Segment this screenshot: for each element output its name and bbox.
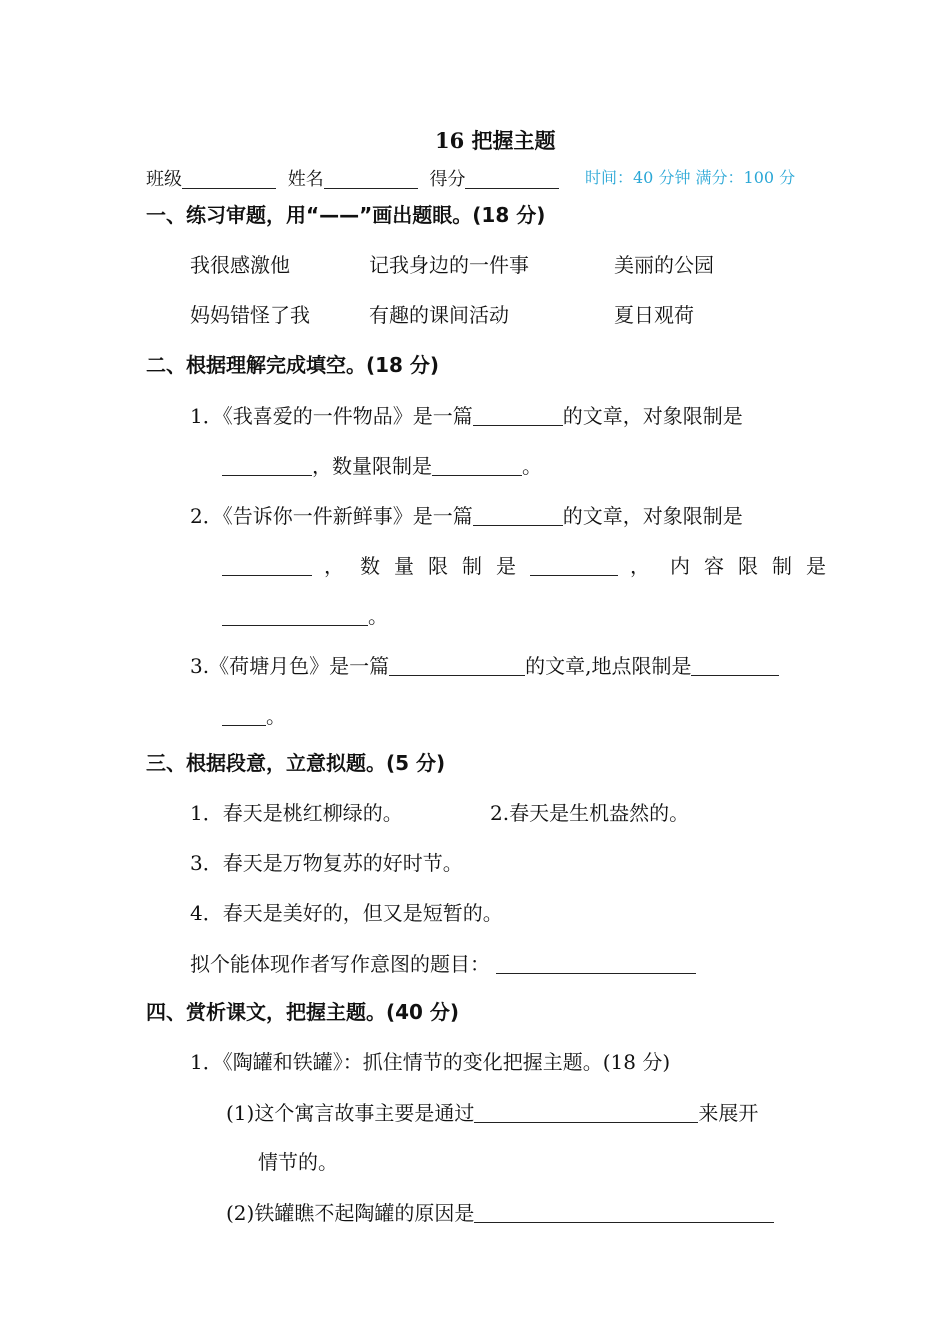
section4-heading: 四、赏析课文，把握主题。(40 分) xyxy=(146,1000,460,1024)
q2-3-blank-type[interactable] xyxy=(389,655,525,676)
time-info: 时间：40 分钟 满分：100 分 xyxy=(585,168,796,187)
section3-answer-blank[interactable] xyxy=(496,953,696,974)
section3-prompt: 拟个能体现作者写作意图的题目： xyxy=(190,953,696,974)
section1-item: 妈妈错怪了我 xyxy=(190,303,310,327)
section3-item: 1．春天是桃红柳绿的。 xyxy=(190,801,403,825)
section4-q1-title: 1．《陶罐和铁罐》：抓住情节的变化把握主题。(18 分) xyxy=(190,1050,671,1074)
class-blank[interactable] xyxy=(182,168,276,189)
q2-3-line1: 3.《荷塘月色》是一篇 的文章,地点限制是 xyxy=(190,655,779,676)
q2-2-blank-content[interactable] xyxy=(222,605,368,626)
q2-3-line2: 。 xyxy=(222,705,286,726)
section4-sub1-line1: (1)这个寓言故事主要是通过 来展开 xyxy=(226,1101,759,1125)
section1-item: 记我身边的一件事 xyxy=(369,253,529,277)
section3-heading: 三、根据段意，立意拟题。(5 分) xyxy=(146,751,446,775)
page-title: 16 把握主题 xyxy=(435,128,556,153)
section1-item: 有趣的课间活动 xyxy=(369,303,509,327)
section1-heading: 一、练习审题，用“——”画出题眼。(18 分) xyxy=(146,203,546,227)
section3-item: 3．春天是万物复苏的好时节。 xyxy=(190,851,463,875)
score-label: 得分 xyxy=(429,169,466,190)
section1-item: 我很感激他 xyxy=(190,253,290,277)
class-label: 班级 xyxy=(146,169,182,190)
section4-sub1-line2: 情节的。 xyxy=(258,1150,338,1174)
section4-sub2-blank[interactable] xyxy=(474,1202,774,1223)
name-blank[interactable] xyxy=(324,168,418,189)
q2-2-line1: 2．《告诉你一件新鲜事》是一篇 的文章，对象限制是 xyxy=(190,504,743,528)
q2-2-line3: 。 xyxy=(222,605,388,626)
q2-1-blank-type[interactable] xyxy=(473,405,563,426)
section3-item: 2.春天是生机盎然的。 xyxy=(490,801,690,825)
q2-1-blank-quantity[interactable] xyxy=(432,455,522,476)
name-label: 姓名 xyxy=(287,169,324,190)
section1-item: 美丽的公园 xyxy=(614,253,714,277)
section1-item: 夏日观荷 xyxy=(614,303,694,327)
q2-3-blank-place[interactable] xyxy=(691,655,779,676)
q2-2-blank-type[interactable] xyxy=(473,505,563,526)
section3-item: 4．春天是美好的，但又是短暂的。 xyxy=(190,901,503,925)
section2-heading: 二、根据理解完成填空。(18 分) xyxy=(146,353,440,377)
section4-sub1-blank[interactable] xyxy=(474,1102,698,1123)
q2-3-blank-place-cont[interactable] xyxy=(222,705,266,726)
q2-1-line2: ，数量限制是 。 xyxy=(222,455,542,476)
header-row xyxy=(146,168,559,189)
q2-2-blank-object[interactable] xyxy=(222,555,312,576)
score-blank[interactable] xyxy=(465,168,559,189)
q2-2-blank-quantity[interactable] xyxy=(530,555,618,576)
section4-sub2-line: (2)铁罐瞧不起陶罐的原因是 xyxy=(226,1202,774,1223)
q2-1-line1: 1．《我喜爱的一件物品》是一篇 的文章，对象限制是 xyxy=(190,404,743,428)
q2-1-blank-object[interactable] xyxy=(222,455,312,476)
q2-2-line2: ， 数量限制是 ， 内容限制是 xyxy=(222,555,840,576)
